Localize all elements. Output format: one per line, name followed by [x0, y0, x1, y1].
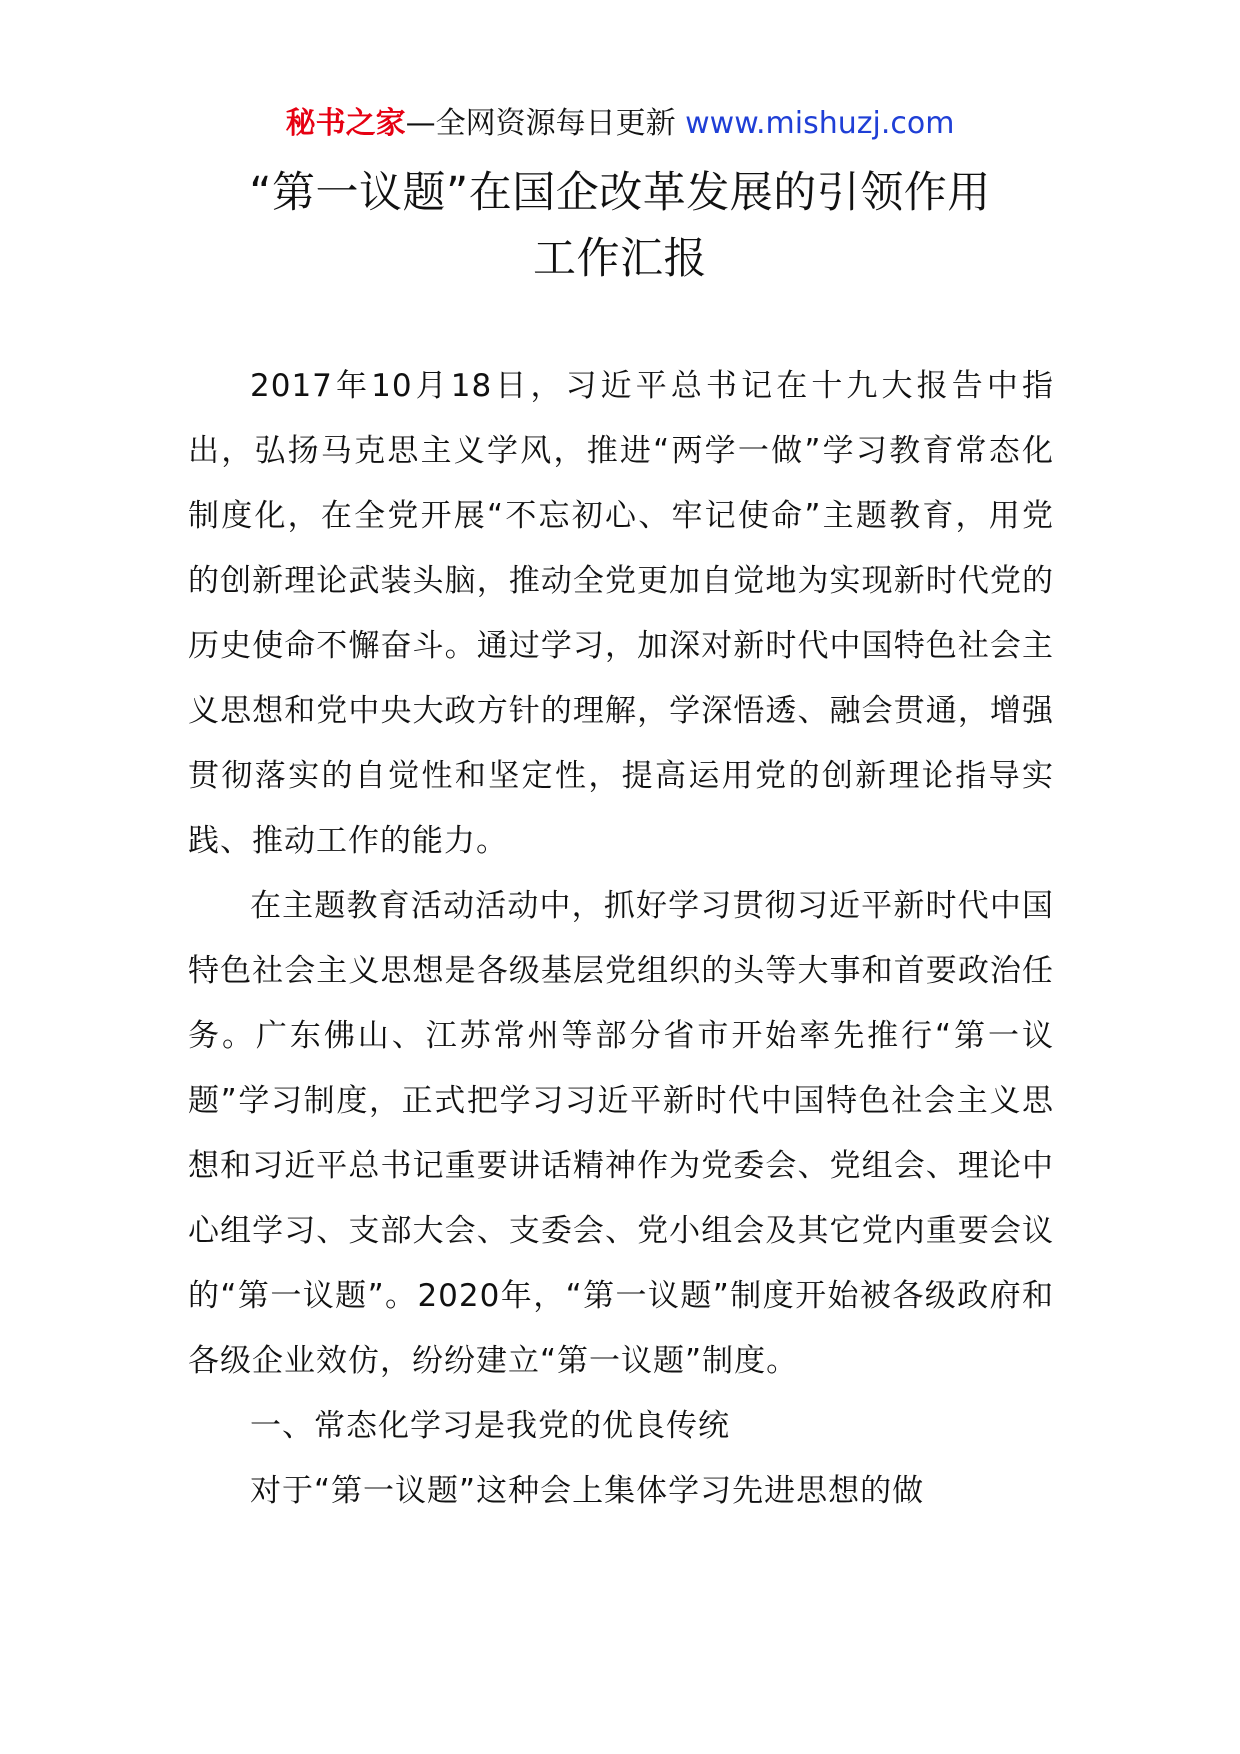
title-line-2: 工作汇报 [533, 234, 707, 284]
section-heading-1: 一、常态化学习是我党的优良传统 [250, 1408, 730, 1444]
title-line-1: “第一议题”在国企改革发展的引领作用 [249, 168, 991, 218]
document-title [130, 160, 1110, 292]
body-paragraph-1: 2017年10月18日，习近平总书记在十九大报告中指出，弘扬马克思主义学风，推进“两学一做”学习教育常态化制度化，在全党开展“不忘初心、牢记使命”主题教育，用党的创新理论武装头脑，推动全党更加自觉地为实现新时代党的历史使命不懈奋斗。通过学习，加深对新时代中国特色社会主义思想和党中央大政方针的理解，学深悟透、融会贯通，增强贯彻落实的自觉性和坚定性，提高运用党的创新理论指导实践、推动工作的能力。 [188, 368, 1054, 859]
body-paragraph-2: 在主题教育活动活动中，抓好学习贯彻习近平新时代中国特色社会主义思想是各级基层党组织的头等大事和首要政治任务。广东佛山、江苏常州等部分省市开始率先推行“第一议题”学习制度，正式把学习习近平新时代中国特色社会主义思想和习近平总书记重要讲话精神作为党委会、党组会、理论中心组学习、支部大会、支委会、党小组会及其它党内重要会议的“第一议题”。2020年，“第一议题”制度开始被各级政府和各级企业效仿，纷纷建立“第一议题”制度。 [188, 888, 1054, 1379]
header-tagline: —全网资源每日更新 [405, 106, 686, 141]
body-paragraph-3: 对于“第一议题”这种会上集体学习先进思想的做 [250, 1473, 925, 1509]
site-header [0, 104, 1240, 144]
brand-name: 秘书之家 [285, 106, 406, 141]
document-body [188, 354, 1054, 1524]
site-url-link[interactable]: www.mishuzj.com [685, 106, 955, 141]
